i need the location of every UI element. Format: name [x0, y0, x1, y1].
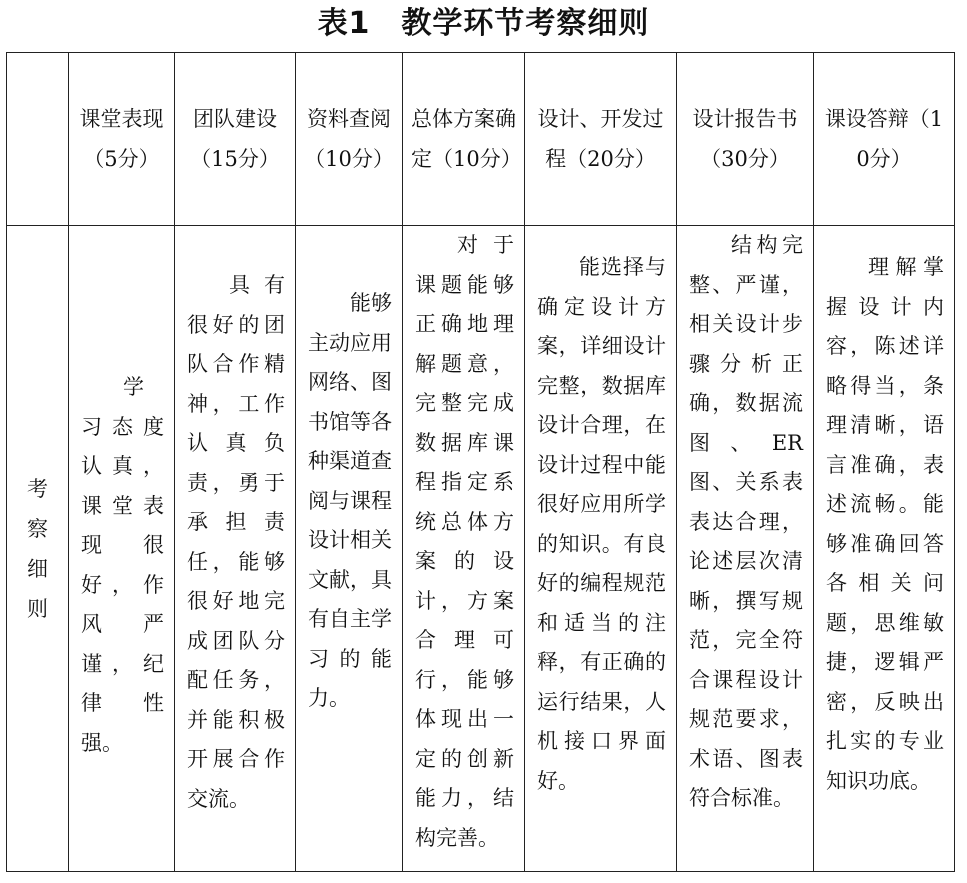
header-row	[7, 53, 955, 226]
criteria-cell-team: 具有很好的团队合作精神，工作认真负责，勇于承担责任，能够很好地完成团队分配任务，并能积极开展合作交流。	[175, 226, 296, 872]
header-cell-classroom: 课堂表现（5分）	[69, 53, 175, 226]
header-cell-development: 设计、开发过程（20分）	[525, 53, 677, 226]
header-cell-plan: 总体方案确定（10分）	[403, 53, 525, 226]
row-label-cell	[7, 226, 69, 872]
criteria-row	[7, 226, 955, 872]
header-cell-research: 资料查阅（10分）	[296, 53, 403, 226]
criteria-cell-report: 结构完整、严谨，相关设计步骤分析正确，数据流图、ER图、关系表表达合理，论述层次清晰，撰写规范，完全符合课程设计规范要求，术语、图表符合标准。	[677, 226, 814, 872]
header-cell-defense: 课设答辩（10分）	[814, 53, 955, 226]
criteria-cell-plan: 对于课题能够正确地理解题意，完整完成数据库课程指定系统总体方案的设计，方案合理可行，能够体现出一定的创新能力，结构完善。	[403, 226, 525, 872]
table-title: 表1 教学环节考察细则	[317, 6, 650, 41]
criteria-cell-classroom: 学习态度认真，课堂表现很好，作风严谨，纪律性强。	[69, 226, 175, 872]
corner-cell	[7, 53, 69, 226]
header-cell-report: 设计报告书（30分）	[677, 53, 814, 226]
criteria-cell-development: 能选择与确定设计方案，详细设计完整，数据库设计合理，在设计过程中能很好应用所学的知识。有良好的编程规范和适当的注释，有正确的运行结果，人机接口界面好。	[525, 226, 677, 872]
header-cell-team: 团队建设（15分）	[175, 53, 296, 226]
assessment-table	[6, 52, 955, 872]
row-label: 考察细则	[27, 476, 48, 621]
criteria-cell-defense: 理解掌握设计内容，陈述详略得当，条理清晰，语言准确，表述流畅。能够准确回答各相关问题，思维敏捷，逻辑严密，反映出扎实的专业知识功底。	[814, 226, 955, 872]
criteria-cell-research: 能够主动应用网络、图书馆等各种渠道查阅与课程设计相关文献，具有自主学习的能力。	[296, 226, 403, 872]
